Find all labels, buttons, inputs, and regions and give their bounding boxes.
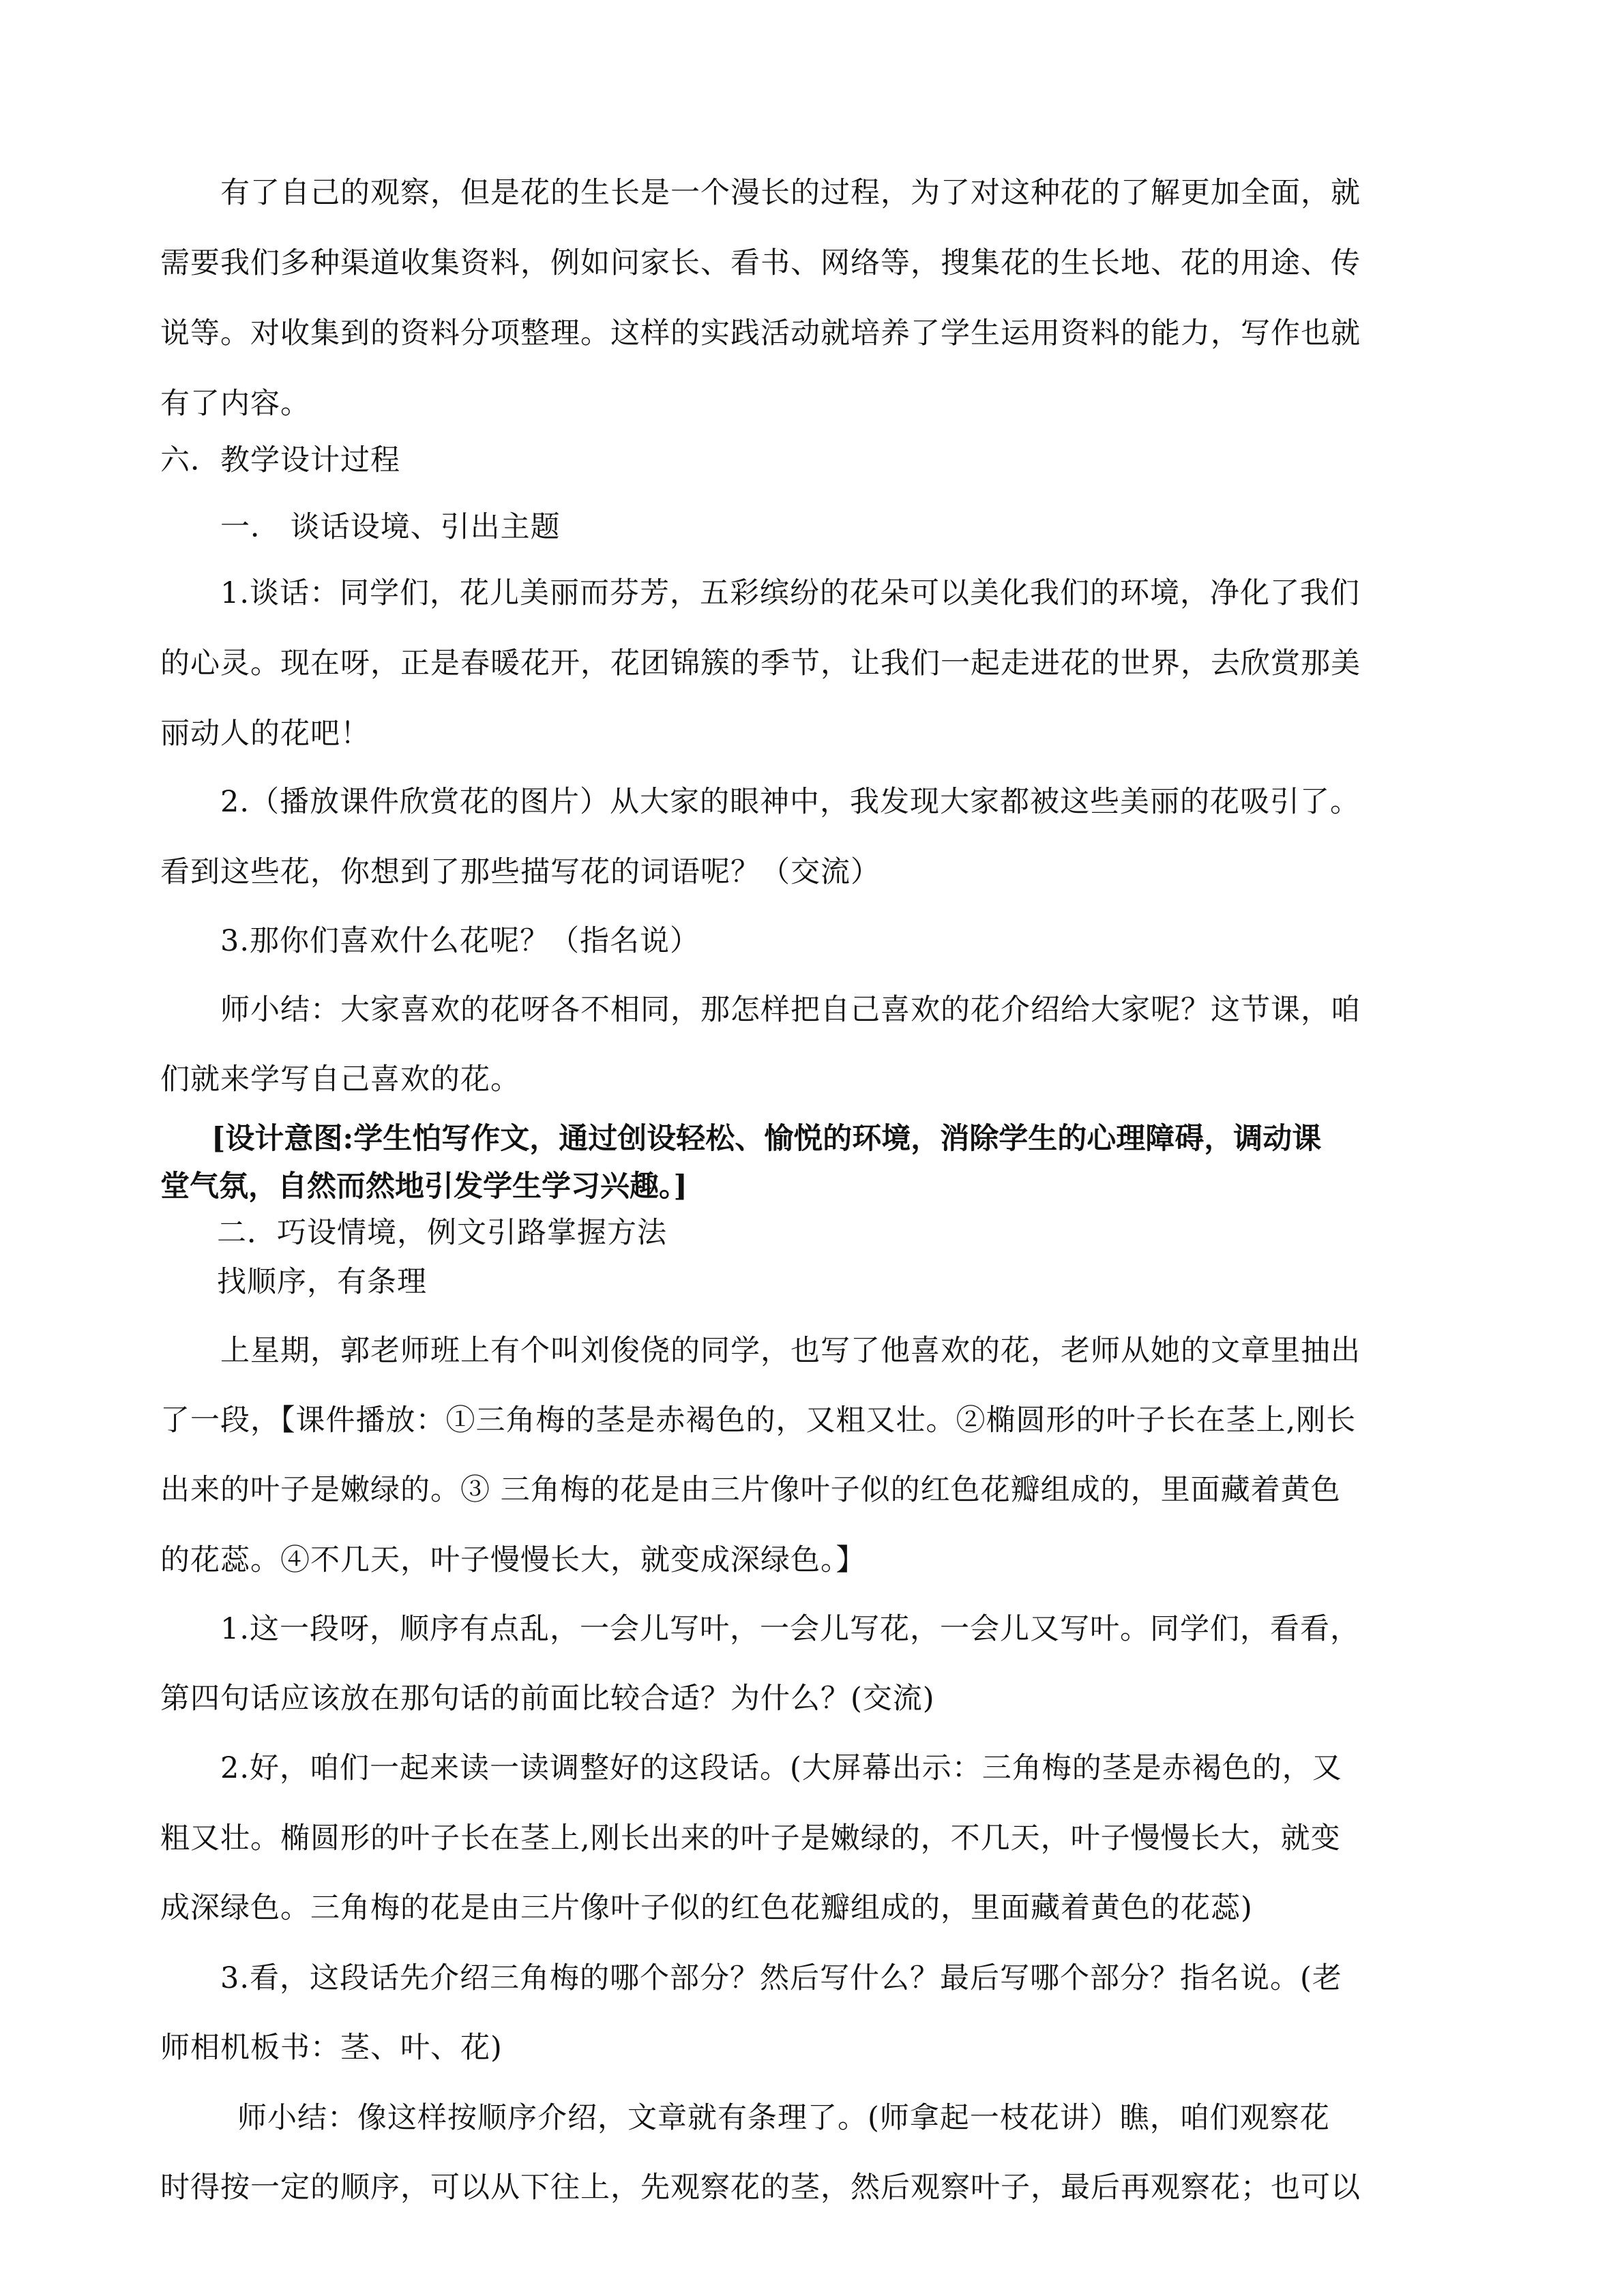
paragraph-line: 们就来学写自己喜欢的花。	[160, 1062, 520, 1097]
paragraph-line: 师相机板书：茎、叶、花)	[160, 2031, 503, 2065]
paragraph-line: 成深绿色。三角梅的花是由三片像叶子似的红色花瓣组成的，里面藏着黄色的花蕊)	[160, 1891, 1253, 1925]
paragraph-line: 说等。对收集到的资料分项整理。这样的实践活动就培养了学生运用资料的能力，写作也就	[160, 316, 1361, 351]
subsection-heading: 二．巧设情境，例文引路掌握方法	[217, 1216, 667, 1250]
subsection-heading: 一． 谈话设境、引出主题	[220, 510, 561, 544]
paragraph-line: 2.（播放课件欣赏花的图片）从大家的眼神中，我发现大家都被这些美丽的花吸引了。	[220, 785, 1361, 819]
paragraph-line: 需要我们多种渠道收集资料，例如问家长、看书、网络等，搜集花的生长地、花的用途、传	[160, 246, 1361, 280]
design-intent-line: 堂气氛，自然而然地引发学生学习兴趣。]	[160, 1169, 688, 1204]
paragraph-line: 看到这些花，你想到了那些描写花的词语呢？（交流）	[160, 855, 881, 889]
paragraph-line: 师小结：像这样按顺序介绍，文章就有条理了。(师拿起一枝花讲）瞧，咱们观察花	[237, 2101, 1330, 2135]
paragraph-line: 出来的叶子是嫩绿的。③ 三角梅的花是由三片像叶子似的红色花瓣组成的，里面藏着黄色	[160, 1473, 1341, 1507]
section-heading: 六．教学设计过程	[160, 443, 400, 477]
paragraph-line: 丽动人的花吧！	[160, 717, 370, 751]
paragraph-line: 2.好，咱们一起来读一读调整好的这段话。(大屏幕出示：三角梅的茎是赤褐色的，又	[220, 1751, 1342, 1785]
paragraph-line: 有了自己的观察，但是花的生长是一个漫长的过程，为了对这种花的了解更加全面，就	[220, 176, 1361, 210]
subheading: 找顺序，有条理	[217, 1265, 427, 1299]
paragraph-line: 3.那你们喜欢什么花呢？（指名说）	[220, 924, 700, 958]
paragraph-line: 的心灵。现在呀，正是春暖花开，花团锦簇的季节，让我们一起走进花的世界，去欣赏那美	[160, 646, 1361, 681]
paragraph-line: 有了内容。	[160, 387, 310, 421]
paragraph-line: 了一段，【课件播放：①三角梅的茎是赤褐色的，又粗又壮。②椭圆形的叶子长在茎上,刚长	[160, 1403, 1357, 1437]
paragraph-line: 1.这一段呀，顺序有点乱，一会儿写叶，一会儿写花，一会儿又写叶。同学们，看看，	[220, 1612, 1361, 1646]
paragraph-line: 上星期，郭老师班上有个叫刘俊侥的同学，也写了他喜欢的花，老师从她的文章里抽出	[220, 1334, 1361, 1368]
paragraph-line: 1.谈话：同学们，花儿美丽而芬芳，五彩缤纷的花朵可以美化我们的环境，净化了我们	[220, 576, 1361, 610]
paragraph-line: 3.看，这段话先介绍三角梅的哪个部分？然后写什么？最后写哪个部分？指名说。(老	[220, 1961, 1342, 1995]
paragraph-line: 第四句话应该放在那句话的前面比较合适？为什么？(交流)	[160, 1682, 935, 1716]
paragraph-line: 的花蕊。④不几天，叶子慢慢长大，就变成深绿色。】	[160, 1543, 866, 1577]
paragraph-line: 时得按一定的顺序，可以从下往上，先观察花的茎，然后观察叶子，最后再观察花；也可以	[160, 2171, 1361, 2205]
design-intent-line: [设计意图:学生怕写作文，通过创设轻松、愉悦的环境，消除学生的心理障碍，调动课	[211, 1122, 1322, 1156]
paragraph-line: 粗又壮。椭圆形的叶子长在茎上,刚长出来的叶子是嫩绿的，不几天，叶子慢慢长大，就变	[160, 1821, 1341, 1855]
paragraph-line: 师小结：大家喜欢的花呀各不相同，那怎样把自己喜欢的花介绍给大家呢？这节课，咱	[220, 993, 1361, 1027]
